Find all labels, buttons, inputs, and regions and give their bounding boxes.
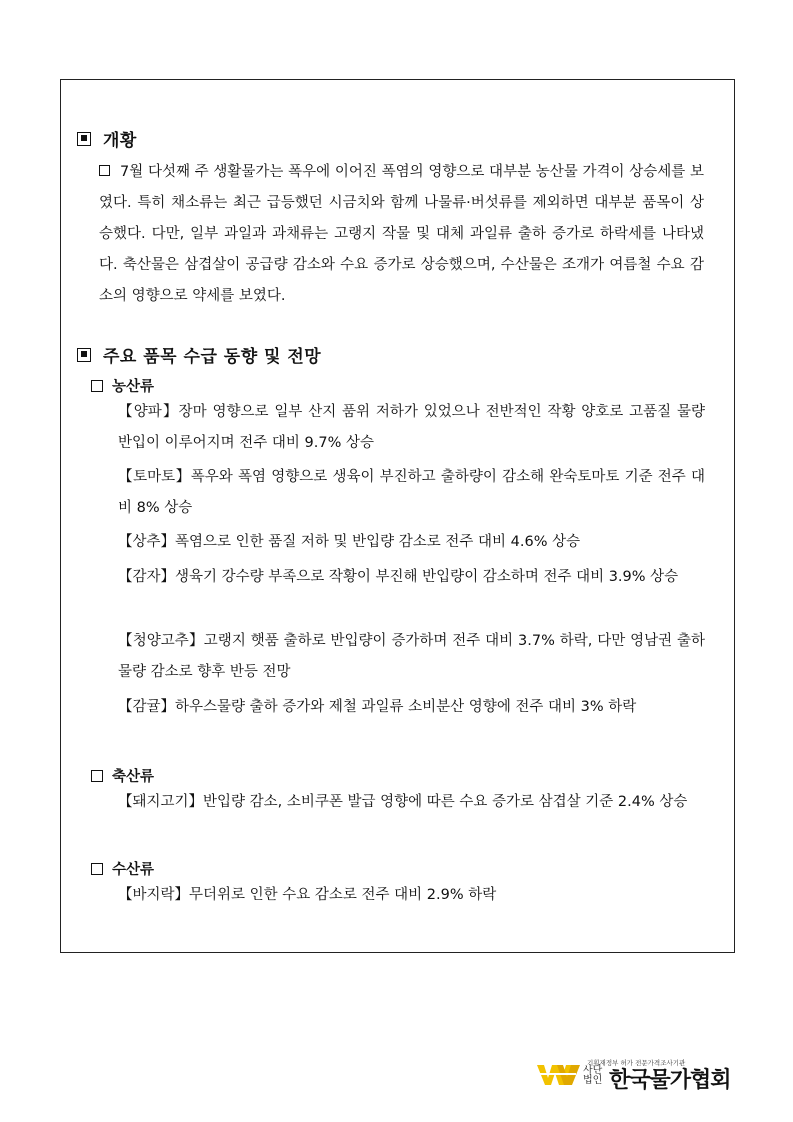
footer-org-name: 한국물가협회 <box>609 1068 731 1093</box>
overview-text: 7월 다섯째 주 생활물가는 폭우에 이어진 폭염의 영향으로 대부분 농산물 가격이 상승세를 보였다. 특히 채소류는 최근 급등했던 시금치와 함께 나물류·버섯류를 제외하면 대부분 품목이 상승했다. 다만, 일부 과일과 과채류는 고랭지 작물 및 대체 과일류 출하 증가로 하락세를 나타냈다. 축산물은 삼겹살이 공급량 감소와 수요 증가로 상승했으며, 수산물은 조개가 여름철 수요 감소의 영향으로 약세를 보였다. <box>99 164 704 304</box>
fishery-item-clam: 【바지락】무더위로 인한 수요 감소로 전주 대비 2.9% 하락 <box>118 887 497 903</box>
footer-logo <box>537 1058 742 1094</box>
overview-heading <box>77 126 137 151</box>
agri-item-potato: 【감자】생육기 강수량 부족으로 작황이 부진해 반입량이 감소하며 전주 대비 3.9% 상승 <box>118 569 679 585</box>
agri-title: 농산류 <box>112 379 155 395</box>
livestock-item-pork: 【돼지고기】반입량 감소, 소비쿠폰 발급 영향에 따른 수요 증가로 삼겹살 기준 2.4% 상승 <box>118 794 688 810</box>
checkbox-square-icon <box>91 380 103 392</box>
content-box <box>60 79 735 953</box>
trends-heading <box>77 342 321 367</box>
overview-paragraph <box>99 157 704 312</box>
filled-square-icon <box>77 348 91 362</box>
fishery-subheading <box>91 858 154 879</box>
checkbox-square-icon <box>91 863 103 875</box>
agri-item-onion: 【양파】장마 영향으로 일부 산지 품위 저하가 있었으나 전반적인 작황 양호로 고품질 물량 반입이 이루어지며 전주 대비 9.7% 상승 <box>118 404 705 451</box>
livestock-title: 축산류 <box>112 769 155 785</box>
agri-subheading <box>91 375 154 396</box>
checkbox-square-icon <box>99 165 110 176</box>
overview-heading-text: 개황 <box>103 131 137 151</box>
agri-item-tangerine: 【감귤】하우스물량 출하 증가와 제철 과일류 소비분산 영향에 전주 대비 3% 하락 <box>118 699 637 715</box>
association-logo-icon <box>537 1062 581 1088</box>
fishery-title: 수산류 <box>112 862 155 878</box>
checkbox-square-icon <box>91 770 103 782</box>
trends-heading-text: 주요 품목 수급 동향 및 전망 <box>103 347 322 367</box>
footer-corp-type: 사단법인 <box>583 1065 603 1086</box>
agri-item-tomato: 【토마토】폭우와 폭염 영향으로 생육이 부진하고 출하량이 감소해 완숙토마토 기준 전주 대비 8% 상승 <box>118 469 705 516</box>
footer-tagline: 기획재정부 허가 전문가격조사기관 <box>587 1059 686 1067</box>
filled-square-icon <box>77 132 91 146</box>
agri-item-chili: 【청양고추】고랭지 햇품 출하로 반입량이 증가하며 전주 대비 3.7% 하락, 다만 영남권 출하 물량 감소로 향후 반등 전망 <box>118 633 705 680</box>
agri-item-lettuce: 【상추】폭염으로 인한 품질 저하 및 반입량 감소로 전주 대비 4.6% 상승 <box>118 534 581 550</box>
livestock-subheading <box>91 765 154 786</box>
